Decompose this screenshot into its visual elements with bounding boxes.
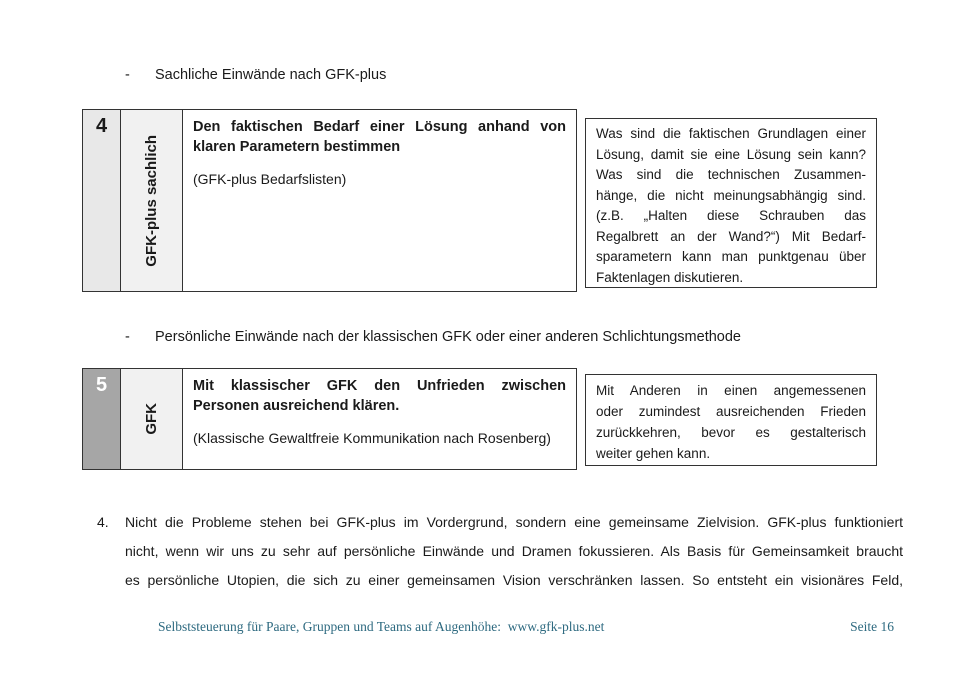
- footer-title-and-url: Selbststeuerung für Paare, Gruppen und Teams auf Augenhöhe: www.gfk-plus.net: [158, 619, 605, 634]
- row-number-cell: 4: [83, 110, 121, 291]
- bullet-item-persoenliche-einwaende: [125, 329, 741, 345]
- paragraph-text: Nicht die Probleme stehen bei GFK-plus im Vordergrund, sondern eine gemeinsame Zielvision. GFK-plus funktioniert nicht, wenn wir uns zu sehr auf persönliche Einwände und Dramen fokussieren. Als Basis für Gemeinsamkeit braucht es persönliche Utopien, die sich zu einer gemeinsamen Vision verschränken lassen. So entsteht ein visionäres Feld,: [125, 514, 903, 588]
- row-category-cell: [121, 110, 183, 291]
- row-method-subtitle: (Klassische Gewaltfreie Kommunikation nach Rosenberg): [193, 430, 551, 446]
- table-row-5: [82, 368, 877, 470]
- row-method-cell: [183, 110, 576, 291]
- row-description-box: Mit Anderen in einen angemessenen oder zumindest ausreichenden Frieden zurückkehren, bevor es gestalterisch weiter gehen kann.: [585, 374, 877, 466]
- row-category-label: GFK-plus sachlich: [143, 134, 160, 267]
- bullet-item-sachliche-einwaende: [125, 67, 386, 83]
- bullet-text: Sachliche Einwände nach GFK-plus: [155, 67, 387, 83]
- row-method-cell: [183, 369, 576, 469]
- row-method-title: Mit klassischer GFK den Unfrieden zwischen Personen ausreichend klären.: [193, 378, 566, 414]
- bullet-dash: -: [125, 329, 130, 345]
- row-4-left-group: [82, 109, 577, 292]
- row-description-box: Was sind die faktischen Grundlagen einer Lösung, damit sie eine Lösung sein kann? Was sind die technischen Zusammen- hänge, die nicht meinungsabhängig sind. (z.B. „Halten diese Schrauben das Regalbrett an der Wand?“) Mit Bedarf- sparametern kann man punktgenau über Faktenlagen diskutieren.: [585, 118, 877, 288]
- row-5-left-group: [82, 368, 577, 470]
- row-number-cell: 5: [83, 369, 121, 469]
- numbered-paragraph-4: [97, 508, 903, 595]
- bullet-text: Persönliche Einwände nach der klassischen GFK oder einer anderen Schlichtungsmethode: [155, 329, 741, 345]
- table-row-4: [82, 109, 877, 292]
- row-category-label: GFK: [143, 403, 160, 435]
- bullet-dash: -: [125, 67, 130, 83]
- row-category-cell: [121, 369, 183, 469]
- row-method-subtitle: (GFK-plus Bedarfslisten): [193, 171, 347, 187]
- paragraph-number: 4.: [97, 514, 109, 530]
- row-method-title: Den faktischen Bedarf einer Lösung anhand von klaren Parametern bestimmen: [193, 119, 566, 155]
- footer-page-number: Seite 16: [850, 619, 894, 634]
